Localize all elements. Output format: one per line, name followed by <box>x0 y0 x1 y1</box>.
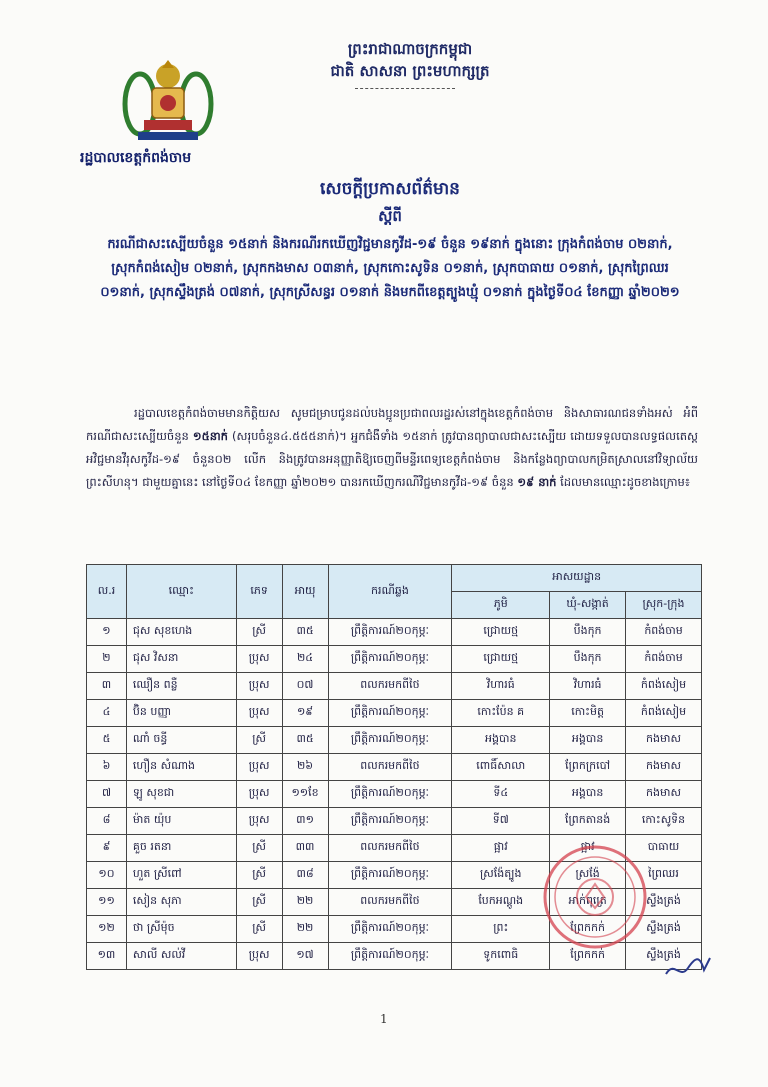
cell-no: ១១ <box>87 889 127 916</box>
cell-commune: បឹងកុក <box>550 646 626 673</box>
table-row <box>87 646 702 673</box>
cell-no: ១ <box>87 619 127 646</box>
cell-sex: ប្រុស <box>236 781 282 808</box>
provincial-emblem-icon <box>118 58 218 150</box>
cell-age: ២៤ <box>282 646 328 673</box>
table-row <box>87 700 702 727</box>
table-row <box>87 727 702 754</box>
cell-sex: ប្រុស <box>236 943 282 970</box>
official-seal-icon <box>540 842 650 952</box>
col-commune: ឃុំ-សង្កាត់ <box>550 592 626 619</box>
cell-commune: បឹងកុក <box>550 619 626 646</box>
col-address: អាសយដ្ឋាន <box>452 565 702 592</box>
cell-name: ហឿន សំណាង <box>126 754 236 781</box>
cell-village: វិហារធំ <box>452 673 550 700</box>
positive-count: ១៩ នាក់ <box>517 475 557 489</box>
cell-no: ៣ <box>87 673 127 700</box>
cell-village: ជ្រោយថ្ម <box>452 646 550 673</box>
cell-village: បែកអណ្តូង <box>452 889 550 916</box>
cell-name: សៀន សុភា <box>126 889 236 916</box>
body-intro: រដ្ឋបាលខេត្តកំពង់ចាមមានកិត្តិយស សូមជម្រាបជូនដល់បងប្អូនប្រជាពលរដ្ឋរស់នៅក្នុងខេត្តកំពង់ចាម និងសាធារណជនទាំងអស់ អំពីករណីជាសះស្បើយចំនួន <box>86 406 698 443</box>
table-row <box>87 781 702 808</box>
cell-name: ឈឿន ពន្លឺ <box>126 673 236 700</box>
col-district: ស្រុក-ក្រុង <box>626 592 702 619</box>
kingdom-header <box>300 38 520 82</box>
cell-name: ហួត ស្រីពៅ <box>126 862 236 889</box>
cell-age: ៣៥ <box>282 727 328 754</box>
cell-village: ស្រង៉ែត្បូង <box>452 862 550 889</box>
cell-district: បាធាយ <box>626 835 702 862</box>
cell-age: ២៦ <box>282 754 328 781</box>
cell-commune: ព្រែកក្របៅ <box>550 754 626 781</box>
cell-case-type: ពលករមកពីថៃ <box>328 754 452 781</box>
cell-commune: កោះមិត្ត <box>550 700 626 727</box>
cell-case-type: ព្រឹត្តិការណ៍២០កុម្ភៈ <box>328 619 452 646</box>
cell-age: ១៧ <box>282 943 328 970</box>
cell-sex: ប្រុស <box>236 700 282 727</box>
cell-district: កំពង់សៀម <box>626 700 702 727</box>
cell-no: ៥ <box>87 727 127 754</box>
cell-commune: អាក់ពុត្រេ <box>550 889 626 916</box>
cell-sex: ស្រី <box>236 889 282 916</box>
cell-village: កោះប៉ែន គ <box>452 700 550 727</box>
cell-age: ៣៥ <box>282 619 328 646</box>
cell-village: អង្គបាន <box>452 727 550 754</box>
cell-district: កំពង់សៀម <box>626 673 702 700</box>
col-age: អាយុ <box>282 565 328 619</box>
table-row <box>87 619 702 646</box>
cell-no: ១៣ <box>87 943 127 970</box>
cell-commune: ផ្អាវ <box>550 835 626 862</box>
cell-case-type: ពលករមកពីថៃ <box>328 673 452 700</box>
cell-case-type: ព្រឹត្តិការណ៍២០កុម្ភៈ <box>328 700 452 727</box>
body-end: ដែលមានឈ្មោះដូចខាងក្រោម៖ <box>560 475 690 489</box>
recovered-count: ១៥នាក់ <box>192 429 228 443</box>
cell-name: ម៉ាត យ៉ុប <box>126 808 236 835</box>
cell-no: ៤ <box>87 700 127 727</box>
cell-name: គួច រតនា <box>126 835 236 862</box>
cell-age: ២២ <box>282 889 328 916</box>
cell-no: ៧ <box>87 781 127 808</box>
cell-case-type: ពលករមកពីថៃ <box>328 889 452 916</box>
cell-case-type: ព្រឹត្តិការណ៍២០កុម្ភៈ <box>328 943 452 970</box>
cell-sex: ប្រុស <box>236 754 282 781</box>
cell-sex: ប្រុស <box>236 646 282 673</box>
cell-case-type: ព្រឹត្តិការណ៍២០កុម្ភៈ <box>328 781 452 808</box>
cell-case-type: ព្រឹត្តិការណ៍២០កុម្ភៈ <box>328 916 452 943</box>
cell-name: ជុស វិសនា <box>126 646 236 673</box>
cell-commune: ព្រែកកក់ <box>550 916 626 943</box>
cell-village: ពោធិ៍សាលា <box>452 754 550 781</box>
cell-no: ៨ <box>87 808 127 835</box>
cell-no: ៩ <box>87 835 127 862</box>
cell-age: ៣៣ <box>282 835 328 862</box>
cell-case-type: ពលករមកពីថៃ <box>328 835 452 862</box>
cell-age: ១១ខែ <box>282 781 328 808</box>
cell-commune: ព្រែកតានង់ <box>550 808 626 835</box>
cell-age: ៣១ <box>282 808 328 835</box>
cell-case-type: ព្រឹត្តិការណ៍២០កុម្ភៈ <box>328 808 452 835</box>
cell-no: ២ <box>87 646 127 673</box>
cell-village: ព្រះ <box>452 916 550 943</box>
cell-sex: ស្រី <box>236 835 282 862</box>
cell-district: កងមាស <box>626 754 702 781</box>
cell-district: កងមាស <box>626 727 702 754</box>
announcement-subject: ស្តីពី <box>378 207 402 225</box>
header-divider <box>355 88 455 91</box>
announcement-body <box>86 402 698 494</box>
cell-district: ព្រៃឈរ <box>626 862 702 889</box>
cell-name: ណាំ ចន្ធី <box>126 727 236 754</box>
kingdom-line-1: ព្រះរាជាណាចក្រកម្ពុជា <box>347 40 473 58</box>
page-number: 1 <box>380 1012 388 1026</box>
administration-name: រដ្ឋបាលខេត្តកំពង់ចាម <box>80 150 192 166</box>
cell-district: កំពង់ចាម <box>626 619 702 646</box>
table-header-row <box>87 565 702 592</box>
cell-district: កំពង់ចាម <box>626 646 702 673</box>
cell-district: ស្ទឹងត្រង់ <box>626 889 702 916</box>
col-village: ភូមិ <box>452 592 550 619</box>
cell-no: ១២ <box>87 916 127 943</box>
cell-age: ៣៨ <box>282 862 328 889</box>
cell-commune: អង្គបាន <box>550 781 626 808</box>
cell-district: ស្ទឹងត្រង់ <box>626 916 702 943</box>
cell-district: កងមាស <box>626 781 702 808</box>
cell-district: ស្ទឹងត្រង់ <box>626 943 702 970</box>
table-row <box>87 673 702 700</box>
cell-commune: អង្គបាន <box>550 727 626 754</box>
cell-age: ០៧ <box>282 673 328 700</box>
cell-village: ផ្អាវ <box>452 835 550 862</box>
announcement-detail: ករណីជាសះស្បើយចំនួន ១៥នាក់ និងករណីរកឃើញវិជ្ជមានកូវីដ-១៩ ចំនួន ១៩នាក់ ក្នុងនោះ ក្រុងកំពង់ចាម ០២នាក់, ស្រុកកំពង់សៀម ០២នាក់, ស្រុកកងមាស ០៣នាក់, ស្រុកកោះសូទិន ០១នាក់, ស្រុកបាធាយ ០១នាក់, ស្រុកព្រៃឈរ ០១នាក់, ស្រុកស្ទឹងត្រង់ ០៧នាក់, ស្រុកស្រីសន្ធរ ០១នាក់ និងមកពីខេត្តត្បូងឃ្មុំ ០១នាក់ ក្នុងថ្ងៃទី០៤ ខែកញ្ញា ឆ្នាំ២០២១ <box>100 237 680 300</box>
cell-sex: ប្រុស <box>236 673 282 700</box>
cell-village: ទី៧ <box>452 808 550 835</box>
cell-age: ១៩ <box>282 700 328 727</box>
cell-village: ជ្រោយថ្ម <box>452 619 550 646</box>
announcement-title: សេចក្តីប្រកាសព័ត៌មាន <box>320 179 460 199</box>
cell-case-type: ព្រឹត្តិការណ៍២០កុម្ភៈ <box>328 727 452 754</box>
announcement-title-block <box>90 178 690 305</box>
cell-village: ទូកពោធិ <box>452 943 550 970</box>
cell-name: ប៊ិន បញ្ញា <box>126 700 236 727</box>
body-middle: (សរុបចំនួន៤.៥៥៥នាក់)។ អ្នកជំងឺទាំង ១៥នាក់ ត្រូវបានព្យាបាលជាសះស្បើយ ដោយទទួលបានលទ្ធផលតេស្តអវិជ្ជមានវីរុសកូវីដ-១៩ ចំនួន០២ លើក និងត្រូវបានអនុញ្ញាតិឱ្យចេញពីមន្ទីរពេទ្យខេត្តកំពង់ចាម និងកន្លែងព្យាបាលកម្រិតស្រាលនៅវិទ្យាល័យ ព្រះសីហនុ។ ជាមួយគ្នានេះ នៅថ្ងៃទី០៤ ខែកញ្ញា ឆ្នាំ២០២១ បានរកឃើញករណីវិជ្ជមានកូវីដ-១៩ ចំនួន <box>86 429 698 489</box>
cell-sex: ស្រី <box>236 619 282 646</box>
cell-sex: ស្រី <box>236 916 282 943</box>
cell-no: ៦ <box>87 754 127 781</box>
cell-village: ទី៤ <box>452 781 550 808</box>
cell-case-type: ព្រឹត្តិការណ៍២០កុម្ភៈ <box>328 862 452 889</box>
cell-commune: ព្រែកកក់ <box>550 943 626 970</box>
cell-name: ឡូ សុខជា <box>126 781 236 808</box>
cell-no: ១០ <box>87 862 127 889</box>
cell-sex: ប្រុស <box>236 808 282 835</box>
col-sex: ភេទ <box>236 565 282 619</box>
table-row <box>87 754 702 781</box>
cell-sex: ស្រី <box>236 862 282 889</box>
table-row <box>87 808 702 835</box>
cell-commune: វិហារធំ <box>550 673 626 700</box>
cell-name: សាលី សល់វី <box>126 943 236 970</box>
col-name: ឈ្មោះ <box>126 565 236 619</box>
col-case-type: ករណីឆ្លង <box>328 565 452 619</box>
cell-sex: ស្រី <box>236 727 282 754</box>
cell-case-type: ព្រឹត្តិការណ៍២០កុម្ភៈ <box>328 646 452 673</box>
cell-name: ជុស សុខហេង <box>126 619 236 646</box>
cell-commune: ស្រង៉ែ <box>550 862 626 889</box>
cell-name: ថា ស្រីម៉ុច <box>126 916 236 943</box>
col-no: ល.រ <box>87 565 127 619</box>
cell-age: ២២ <box>282 916 328 943</box>
signature-mark-icon <box>660 950 720 986</box>
kingdom-line-2: ជាតិ សាសនា ព្រះមហាក្សត្រ <box>330 62 490 80</box>
cell-district: កោះសូទិន <box>626 808 702 835</box>
